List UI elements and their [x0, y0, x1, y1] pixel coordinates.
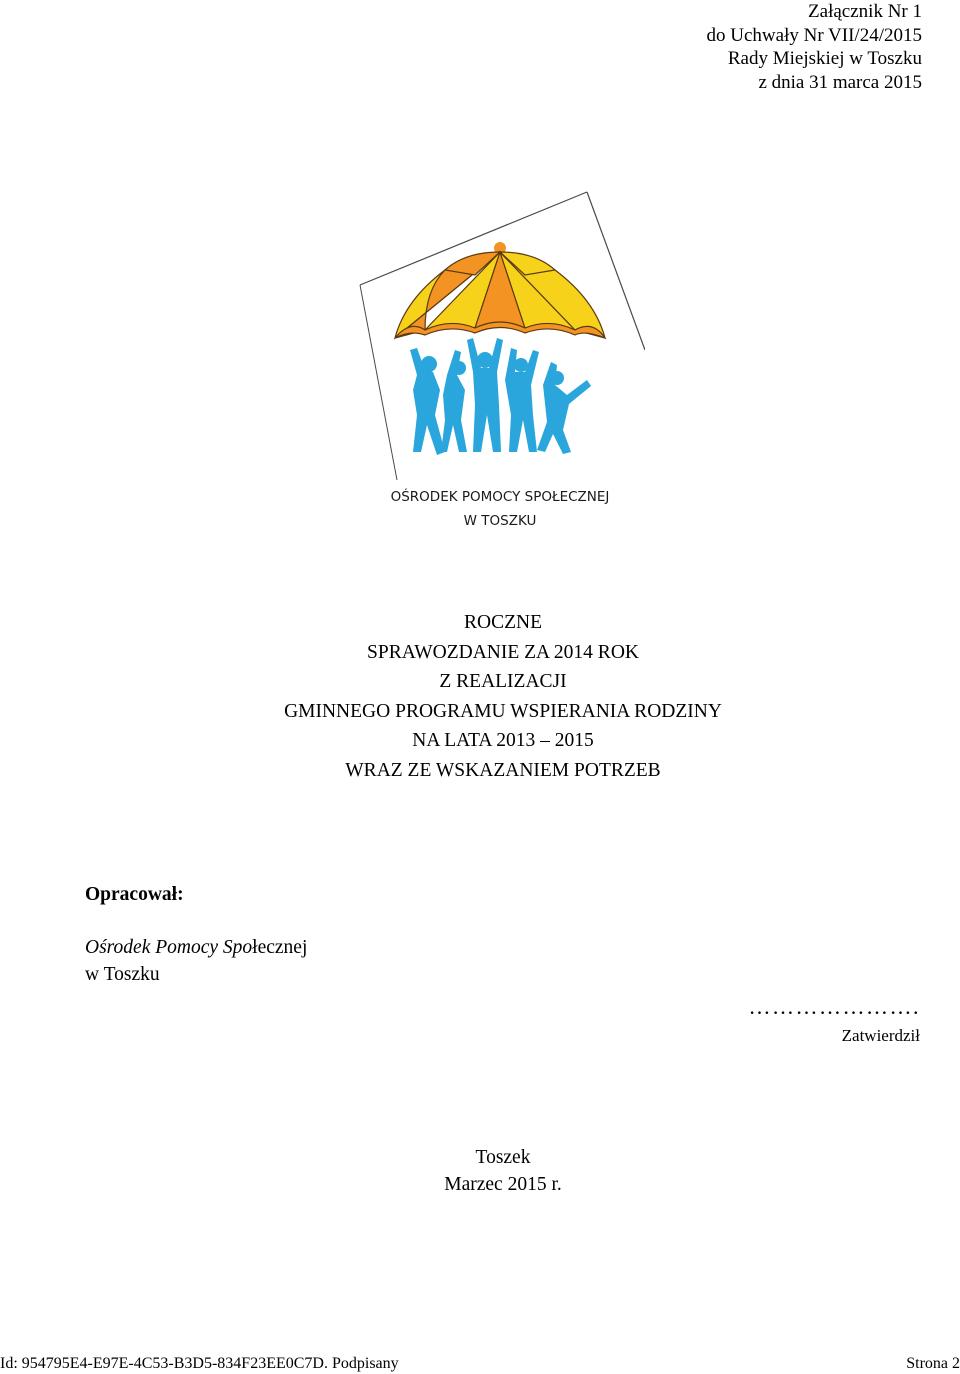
- report-title: [0, 608, 960, 785]
- title-line-1: ROCZNE: [464, 612, 542, 633]
- place-date: Marzec 2015 r.: [444, 1174, 562, 1195]
- attachment-header: [707, 0, 922, 94]
- title-line-3: Z REALIZACJI: [439, 671, 567, 692]
- title-line-4: GMINNEGO PROGRAMU WSPIERANIA RODZINY: [284, 700, 722, 722]
- document-id-footer: Id: 954795E4-E97E-4C53-B3D5-834F23EE0C7D. Podpisany: [0, 1355, 399, 1372]
- logo-caption-line1: OŚRODEK POMOCY SPOŁECZNEJ: [390, 489, 610, 505]
- council-name: Rady Miejskiej w Toszku: [727, 48, 922, 69]
- organization-location: w Toszku: [85, 964, 160, 985]
- logo-caption: [355, 485, 645, 533]
- approved-by-label: Zatwierdził: [841, 1026, 920, 1045]
- resolution-date: z dnia 31 marca 2015: [758, 71, 922, 93]
- resolution-number: do Uchwały Nr VII/24/2015: [706, 24, 922, 46]
- prepared-by-organization: [85, 934, 307, 988]
- page-number: Strona 2: [906, 1355, 960, 1372]
- organization-name-rest: łecznej: [252, 937, 308, 958]
- organization-name-line: [85, 934, 307, 961]
- ops-logo: [355, 190, 645, 540]
- prepared-by-label: Opracował:: [85, 884, 184, 905]
- place-city: Toszek: [475, 1147, 531, 1168]
- organization-name-italic: Ośrodek Pomocy Spo: [85, 937, 253, 958]
- logo-caption-line2: W TOSZKU: [463, 513, 537, 529]
- place-and-date: [0, 1144, 960, 1198]
- signature-line: ………………….: [748, 994, 920, 1019]
- title-line-6: WRAZ ZE WSKAZANIEM POTRZEB: [345, 759, 661, 781]
- title-line-2: SPRAWOZDANIE ZA 2014 ROK: [367, 641, 639, 663]
- attachment-number: Załącznik Nr 1: [808, 1, 922, 22]
- title-line-5: NA LATA 2013 – 2015: [412, 730, 594, 751]
- umbrella-family-logo-icon: [355, 190, 645, 490]
